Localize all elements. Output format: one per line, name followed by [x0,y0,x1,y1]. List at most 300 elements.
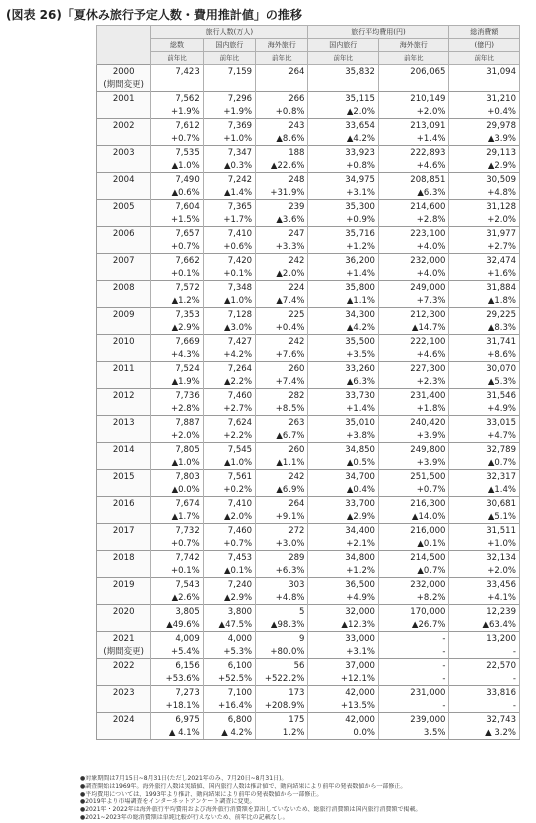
yoy-cell: - [449,673,520,686]
yoy-cell: ▲0.6% [151,187,203,200]
value-cell: - [378,632,449,646]
table-row-yoy [97,133,520,146]
yoy-cell: +1.0% [449,538,520,551]
header-cost-overseas: 海外旅行 [378,39,449,52]
value-cell: 13,200 [449,632,520,646]
year-sub-cell [97,457,151,470]
yoy-cell: +1.9% [203,106,255,119]
value-cell: 7,612 [151,119,203,133]
yoy-cell: ▲0.1% [203,565,255,578]
yoy-cell [378,79,449,92]
value-cell: 7,669 [151,335,203,349]
year-cell: 2011 [97,362,151,376]
year-cell: 2019 [97,578,151,592]
value-cell: 31,546 [449,389,520,403]
value-cell: 7,657 [151,227,203,241]
header-total-spend: 総消費額 [449,26,520,39]
table-row [97,281,520,295]
yoy-cell: +2.0% [378,106,449,119]
table-row [97,686,520,700]
value-cell: 36,200 [308,254,379,268]
yoy-cell: +3.1% [308,187,379,200]
year-sub-cell [97,538,151,551]
yoy-cell: +1.7% [203,214,255,227]
yoy-cell: ▲2.9% [151,322,203,335]
value-cell: 214,600 [378,200,449,214]
yoy-cell: +3.9% [378,457,449,470]
value-cell: 232,000 [378,578,449,592]
table-row [97,308,520,322]
yoy-cell: ▲2.9% [449,160,520,173]
yoy-cell: +0.4% [449,106,520,119]
year-cell: 2005 [97,200,151,214]
table-row-yoy [97,349,520,362]
value-cell: 9 [256,632,308,646]
header-yoy: 前年比 [378,52,449,65]
value-cell: 223,100 [378,227,449,241]
table-row [97,632,520,646]
table-row-yoy [97,592,520,605]
value-cell: 272 [256,524,308,538]
value-cell: 35,800 [308,281,379,295]
value-cell: 7,624 [203,416,255,430]
value-cell: 6,156 [151,659,203,673]
value-cell: 7,543 [151,578,203,592]
value-cell: 173 [256,686,308,700]
year-cell: 2022 [97,659,151,673]
value-cell: 37,000 [308,659,379,673]
yoy-cell: ▲1.1% [256,457,308,470]
table-row-yoy [97,322,520,335]
yoy-cell: ▲1.2% [151,295,203,308]
yoy-cell: +0.7% [151,133,203,146]
value-cell: 33,730 [308,389,379,403]
value-cell: 7,453 [203,551,255,565]
value-cell: 232,000 [378,254,449,268]
value-cell: 30,509 [449,173,520,187]
yoy-cell: +1.0% [203,133,255,146]
year-cell: 2000 [97,65,151,79]
year-sub-cell [97,295,151,308]
year-sub-cell: (期間変更) [97,646,151,659]
year-sub-cell [97,619,151,632]
value-cell: 7,887 [151,416,203,430]
table-row [97,92,520,106]
yoy-cell: +1.8% [378,403,449,416]
table-row-yoy [97,430,520,443]
value-cell: 32,474 [449,254,520,268]
year-cell: 2018 [97,551,151,565]
table-row-yoy [97,187,520,200]
yoy-cell: ▲0.5% [308,457,379,470]
yoy-cell: +4.8% [449,187,520,200]
value-cell: 34,400 [308,524,379,538]
value-cell: 5 [256,605,308,619]
yoy-cell [203,79,255,92]
yoy-cell: ▲47.5% [203,619,255,632]
yoy-cell: ▲0.3% [203,160,255,173]
year-sub-cell [97,187,151,200]
yoy-cell: +2.7% [203,403,255,416]
yoy-cell: ▲98.3% [256,619,308,632]
value-cell: 243 [256,119,308,133]
value-cell: - [378,659,449,673]
value-cell: 7,736 [151,389,203,403]
value-cell: 248 [256,173,308,187]
value-cell: 7,732 [151,524,203,538]
yoy-cell: +4.1% [449,592,520,605]
value-cell: 242 [256,254,308,268]
year-sub-cell [97,484,151,497]
table-row-yoy [97,538,520,551]
footnote-line: ●2021~2023年の総消費額は単純比較が行えないため、前年比の記載なし。 [80,813,289,821]
year-sub-cell: (期間変更) [97,79,151,92]
value-cell: 31,741 [449,335,520,349]
yoy-cell: +2.0% [449,214,520,227]
yoy-cell: +2.1% [308,538,379,551]
yoy-cell: +4.8% [256,592,308,605]
value-cell: 7,460 [203,389,255,403]
header-cost: 旅行平均費用(円) [308,26,449,39]
value-cell: 225 [256,308,308,322]
yoy-cell: +3.1% [308,646,379,659]
value-cell: 35,716 [308,227,379,241]
year-sub-cell [97,214,151,227]
yoy-cell: +0.7% [151,241,203,254]
table-row-yoy [97,241,520,254]
yoy-cell [449,79,520,92]
year-sub-cell [97,727,151,740]
year-sub-cell [97,376,151,389]
yoy-cell: ▲14.0% [378,511,449,524]
value-cell: 7,490 [151,173,203,187]
value-cell: 213,091 [378,119,449,133]
value-cell: 247 [256,227,308,241]
yoy-cell: +1.4% [308,403,379,416]
table-row-yoy [97,565,520,578]
footnote-line: ●平均費用については、1993年より推計、動向結果により前年の発表数値から一部修正。 [80,790,323,798]
yoy-cell: +0.8% [308,160,379,173]
footnote-line: ●対象期間は7月15日~8月31日(ただし2021年のみ、7月20日~8月31日)。 [80,775,288,782]
yoy-cell: +0.1% [151,565,203,578]
yoy-cell: ▲0.7% [378,565,449,578]
value-cell: 303 [256,578,308,592]
yoy-cell: ▲1.1% [308,295,379,308]
table-row [97,416,520,430]
table-row-yoy [97,79,520,92]
year-cell: 2023 [97,686,151,700]
value-cell: 7,296 [203,92,255,106]
year-cell: 2020 [97,605,151,619]
value-cell: 222,100 [378,335,449,349]
yoy-cell: ▲3.9% [449,133,520,146]
page-title: (図表 26)「夏休み旅行予定人数・費用推計値」の推移 [6,8,302,22]
value-cell: 240,420 [378,416,449,430]
year-cell: 2008 [97,281,151,295]
yoy-cell: 0.0% [308,727,379,740]
value-cell: 7,410 [203,227,255,241]
yoy-cell: ▲3.0% [203,322,255,335]
year-sub-cell [97,322,151,335]
header-yoy: 前年比 [256,52,308,65]
table-row [97,659,520,673]
yoy-cell: ▲ 3.2% [449,727,520,740]
year-cell: 2002 [97,119,151,133]
table-row [97,254,520,268]
value-cell: 35,832 [308,65,379,79]
yoy-cell: +13.5% [308,700,379,713]
header-cost-domestic: 国内旅行 [308,39,379,52]
header-overseas: 海外旅行 [256,39,308,52]
table-row [97,146,520,160]
value-cell: 7,423 [151,65,203,79]
year-cell: 2004 [97,173,151,187]
value-cell: 7,805 [151,443,203,457]
value-cell: 263 [256,416,308,430]
value-cell: 33,654 [308,119,379,133]
value-cell: 34,800 [308,551,379,565]
yoy-cell: ▲8.3% [449,322,520,335]
value-cell: 7,545 [203,443,255,457]
value-cell: 242 [256,470,308,484]
yoy-cell: +1.5% [151,214,203,227]
yoy-cell: +0.2% [203,484,255,497]
value-cell: 7,572 [151,281,203,295]
yoy-cell: +4.2% [203,349,255,362]
year-cell: 2024 [97,713,151,727]
value-cell: 36,500 [308,578,379,592]
yoy-cell: +53.6% [151,673,203,686]
value-cell: 7,365 [203,200,255,214]
value-cell: 56 [256,659,308,673]
value-cell: 231,400 [378,389,449,403]
value-cell: 35,010 [308,416,379,430]
value-cell: 7,460 [203,524,255,538]
table-row [97,524,520,538]
yoy-cell: +4.3% [151,349,203,362]
value-cell: 231,000 [378,686,449,700]
yoy-cell [256,79,308,92]
yoy-cell: ▲0.1% [378,538,449,551]
yoy-cell: ▲49.6% [151,619,203,632]
value-cell: 264 [256,65,308,79]
value-cell: 4,000 [203,632,255,646]
value-cell: 33,015 [449,416,520,430]
value-cell: 31,511 [449,524,520,538]
value-cell: 188 [256,146,308,160]
value-cell: 32,743 [449,713,520,727]
value-cell: 35,500 [308,335,379,349]
yoy-cell: ▲2.2% [203,376,255,389]
yoy-cell: ▲26.7% [378,619,449,632]
value-cell: 32,317 [449,470,520,484]
yoy-cell: ▲0.7% [449,457,520,470]
value-cell: 214,500 [378,551,449,565]
value-cell: 31,884 [449,281,520,295]
value-cell: 7,535 [151,146,203,160]
value-cell: 33,260 [308,362,379,376]
value-cell: 32,789 [449,443,520,457]
year-cell: 2003 [97,146,151,160]
value-cell: 7,240 [203,578,255,592]
yoy-cell: ▲1.0% [151,160,203,173]
value-cell: 33,700 [308,497,379,511]
value-cell: 7,561 [203,470,255,484]
value-cell: 34,700 [308,470,379,484]
yoy-cell [308,79,379,92]
yoy-cell: +208.9% [256,700,308,713]
yoy-cell: ▲2.0% [256,268,308,281]
table-row [97,335,520,349]
table-row-yoy [97,700,520,713]
yoy-cell: +0.6% [203,241,255,254]
yoy-cell: +31.9% [256,187,308,200]
value-cell: 242 [256,335,308,349]
yoy-cell: +18.1% [151,700,203,713]
table-row [97,551,520,565]
value-cell: 3,805 [151,605,203,619]
table-row [97,389,520,403]
value-cell: 216,000 [378,524,449,538]
value-cell: 7,100 [203,686,255,700]
yoy-cell: ▲4.2% [308,322,379,335]
value-cell: 7,742 [151,551,203,565]
yoy-cell: ▲1.4% [203,187,255,200]
yoy-cell: +4.9% [308,592,379,605]
value-cell: 208,851 [378,173,449,187]
yoy-cell: +2.8% [378,214,449,227]
year-cell: 2014 [97,443,151,457]
year-cell: 2006 [97,227,151,241]
yoy-cell: +4.9% [449,403,520,416]
value-cell: 35,300 [308,200,379,214]
value-cell: 34,300 [308,308,379,322]
value-cell: 29,113 [449,146,520,160]
yoy-cell: +0.7% [203,538,255,551]
yoy-cell: +4.6% [378,160,449,173]
value-cell: 7,524 [151,362,203,376]
yoy-cell: ▲1.4% [449,484,520,497]
yoy-cell: ▲2.0% [203,511,255,524]
yoy-cell: +5.3% [203,646,255,659]
value-cell: 30,681 [449,497,520,511]
year-sub-cell [97,700,151,713]
yoy-cell: ▲0.4% [308,484,379,497]
yoy-cell: - [449,700,520,713]
year-sub-cell [97,673,151,686]
table-row [97,578,520,592]
value-cell: 32,134 [449,551,520,565]
yoy-cell: +0.7% [378,484,449,497]
value-cell: 175 [256,713,308,727]
yoy-cell: - [449,646,520,659]
value-cell: 7,273 [151,686,203,700]
yoy-cell: +2.8% [151,403,203,416]
footnote-line: ●調査開始は1969年。海外旅行人数は実績値、国内旅行人数は推計値で、動向結果により前年の発表数値から一部修正。 [80,782,407,790]
value-cell: 31,977 [449,227,520,241]
yoy-cell: +1.2% [308,565,379,578]
year-sub-cell [97,241,151,254]
yoy-cell: ▲2.9% [203,592,255,605]
value-cell: 42,000 [308,686,379,700]
value-cell: 239,000 [378,713,449,727]
year-cell: 2016 [97,497,151,511]
yoy-cell: +7.4% [256,376,308,389]
header-total-unit: (億円) [449,39,520,52]
yoy-cell: ▲2.0% [308,106,379,119]
header-blank [97,26,151,65]
yoy-cell: ▲22.6% [256,160,308,173]
yoy-cell: +8.5% [256,403,308,416]
yoy-cell: +4.7% [449,430,520,443]
yoy-cell: +0.9% [308,214,379,227]
table-row-yoy [97,511,520,524]
yoy-cell: +3.3% [256,241,308,254]
value-cell: 7,674 [151,497,203,511]
value-cell: 260 [256,443,308,457]
yoy-cell: +1.4% [308,268,379,281]
year-sub-cell [97,592,151,605]
value-cell: 33,000 [308,632,379,646]
table-row [97,362,520,376]
yoy-cell: +0.8% [256,106,308,119]
value-cell: 7,562 [151,92,203,106]
value-cell: 7,242 [203,173,255,187]
yoy-cell: +1.6% [449,268,520,281]
yoy-cell: ▲2.9% [308,511,379,524]
value-cell: 249,000 [378,281,449,295]
value-cell: 206,065 [378,65,449,79]
header-domestic: 国内旅行 [203,39,255,52]
yoy-cell [151,79,203,92]
yoy-cell: ▲1.0% [203,295,255,308]
travel-stats-table [96,25,520,740]
value-cell: 227,300 [378,362,449,376]
value-cell: 32,000 [308,605,379,619]
yoy-cell: +7.3% [378,295,449,308]
table-row [97,200,520,214]
yoy-cell: +2.0% [151,430,203,443]
year-sub-cell [97,133,151,146]
table-row [97,713,520,727]
yoy-cell: ▲6.9% [256,484,308,497]
table-row-yoy [97,457,520,470]
yoy-cell: +1.2% [308,241,379,254]
value-cell: 7,159 [203,65,255,79]
yoy-cell: ▲ 4.1% [151,727,203,740]
value-cell: 12,239 [449,605,520,619]
yoy-cell: ▲ 4.2% [203,727,255,740]
year-cell: 2007 [97,254,151,268]
value-cell: 33,456 [449,578,520,592]
yoy-cell: +12.1% [308,673,379,686]
value-cell: 6,975 [151,713,203,727]
value-cell: 7,348 [203,281,255,295]
yoy-cell: ▲12.3% [308,619,379,632]
yoy-cell: ▲14.7% [378,322,449,335]
yoy-cell: ▲1.8% [449,295,520,308]
footnote-line: ●2019年より市場調査をインターネットアンケート調査に変更。 [80,798,256,806]
value-cell: 7,803 [151,470,203,484]
table-row-yoy [97,403,520,416]
yoy-cell: ▲5.3% [449,376,520,389]
yoy-cell: +0.4% [256,322,308,335]
value-cell: 264 [256,497,308,511]
value-cell: 7,410 [203,497,255,511]
year-cell: 2012 [97,389,151,403]
value-cell: 216,300 [378,497,449,511]
yoy-cell: ▲1.0% [151,457,203,470]
